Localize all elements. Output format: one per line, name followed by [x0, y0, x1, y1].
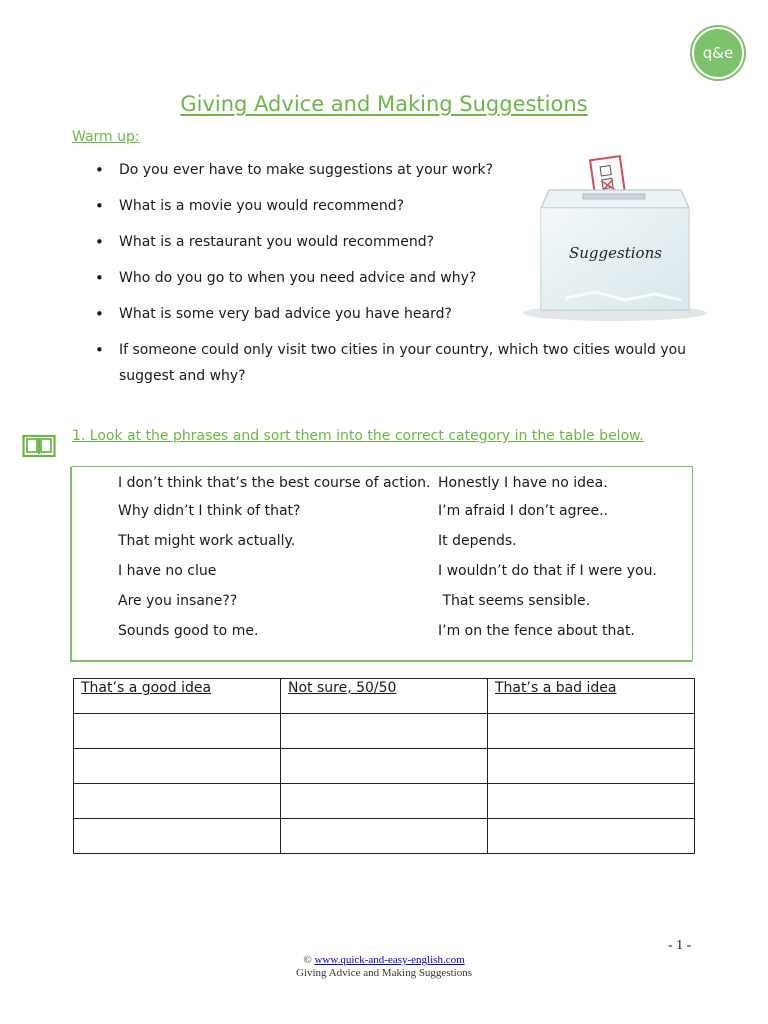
phrase-item: It depends. — [438, 533, 517, 549]
table-row — [74, 784, 695, 819]
book-icon — [22, 433, 56, 459]
exercise-instruction: 1. Look at the phrases and sort them into the correct category in the table below. — [72, 428, 644, 444]
brand-logo: q&e — [692, 27, 744, 79]
table-cell[interactable] — [74, 819, 281, 854]
page-title: Giving Advice and Making Suggestions — [180, 92, 588, 116]
table-cell[interactable] — [74, 749, 281, 784]
table-cell[interactable] — [281, 714, 488, 749]
table-header-bad: That’s a bad idea — [488, 679, 695, 714]
copyright-symbol: © — [303, 954, 312, 966]
warmup-heading: Warm up: — [72, 129, 140, 145]
phrase-item: I don’t think that’s the best course of action. — [118, 475, 431, 491]
warmup-question: • What is some very bad advice you have heard? — [95, 301, 695, 327]
website-link[interactable]: www.quick-and-easy-english.com — [314, 954, 465, 966]
warmup-question: • Who do you go to when you need advice and why? — [95, 265, 695, 291]
table-row — [74, 819, 695, 854]
phrase-item: Honestly I have no idea. — [438, 475, 608, 491]
table-cell[interactable] — [488, 749, 695, 784]
phrase-item: That seems sensible. — [438, 593, 591, 609]
page-number: - 1 - — [668, 938, 692, 953]
phrase-box — [71, 466, 693, 661]
table-row — [74, 714, 695, 749]
table-cell[interactable] — [74, 784, 281, 819]
phrase-item: That might work actually. — [118, 533, 296, 549]
phrase-item: I’m on the fence about that. — [438, 623, 635, 639]
table-cell[interactable] — [281, 784, 488, 819]
warmup-question: • What is a restaurant you would recommend? — [95, 229, 695, 255]
phrase-item: I wouldn’t do that if I were you. — [438, 563, 657, 579]
table-header-row — [74, 679, 695, 714]
suggestion-box-icon — [505, 150, 725, 330]
sorting-table — [73, 678, 695, 854]
table-cell[interactable] — [488, 784, 695, 819]
phrase-item: Why didn’t I think of that? — [118, 503, 301, 519]
warmup-question: • What is a movie you would recommend? — [95, 193, 695, 219]
footer-doc-title: Giving Advice and Making Suggestions — [296, 967, 472, 979]
phrase-item: I’m afraid I don’t agree.. — [438, 503, 609, 519]
table-cell[interactable] — [281, 819, 488, 854]
table-row — [74, 749, 695, 784]
phrase-item: Are you insane?? — [118, 593, 238, 609]
page-footer — [0, 954, 768, 980]
phrase-item: I have no clue — [118, 563, 217, 579]
suggestion-box-label: Suggestions — [569, 244, 662, 262]
table-header-good: That’s a good idea — [74, 679, 281, 714]
table-cell[interactable] — [281, 749, 488, 784]
table-cell[interactable] — [488, 819, 695, 854]
warmup-question: • If someone could only visit two cities in your country, which two cities would you suggest and why? — [95, 337, 689, 389]
table-header-unsure: Not sure, 50/50 — [281, 679, 488, 714]
phrase-item: Sounds good to me. — [118, 623, 259, 639]
table-cell[interactable] — [74, 714, 281, 749]
table-cell[interactable] — [488, 714, 695, 749]
warmup-question: • Do you ever have to make suggestions at your work? — [95, 157, 695, 183]
